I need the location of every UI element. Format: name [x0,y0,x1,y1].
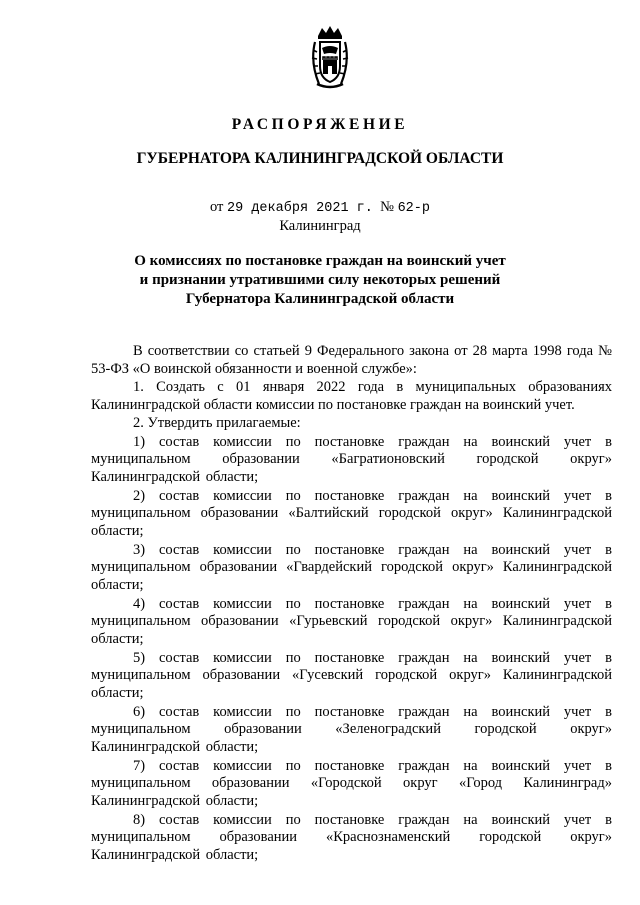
list-item: 5) состав комиссии по постановке граждан на воинский учет в муниципальном образовании «Гусевский городской округ» Калининградской области; [91,649,612,701]
list-item: 7) состав комиссии по постановке граждан на воинский учет в муниципальном образовании «Городской округ «Город Калининград» Калининградской области; [91,757,612,809]
point-1: 1. Создать с 01 января 2022 года в муниципальных образованиях Калининградской области комиссии по постановке граждан на воинский учет. [91,379,612,413]
list-item: 6) состав комиссии по постановке граждан на воинский учет в муниципальном образовании «Зеленоградский городской округ» Калининградской области; [91,703,612,755]
list-item: 1) состав комиссии по постановке граждан на воинский учет в муниципальном образовании «Багратионовский городской округ» Калининградской области; [91,433,612,485]
list-item: 3) состав комиссии по постановке граждан на воинский учет в муниципальном образовании «Гвардейский городской округ» Калининградской области; [91,541,612,593]
title-line-1: О комиссиях по постановке граждан на воинский учет [134,253,506,269]
title-line-3: Губернатора Калининградской области [185,291,455,307]
date-prefix: от [210,199,224,215]
title-line-2: и признании утратившими силу некоторых решений [139,272,501,288]
number-sign: № [380,199,394,215]
issuing-authority: ГУБЕРНАТОРА КАЛИНИНГРАДСКОЙ ОБЛАСТИ [136,150,504,167]
list-item: 8) состав комиссии по постановке граждан на воинский учет в муниципальном образовании «Краснознаменский городской округ» Калининградской области; [91,811,612,863]
document-date: 29 декабря 2021 г. [227,201,373,216]
document-body [91,343,612,866]
list-item: 4) состав комиссии по постановке граждан на воинский учет в муниципальном образовании «Гурьевский городской округ» Калининградской области; [91,595,612,647]
date-line [0,199,640,216]
list-item: 2) состав комиссии по постановке граждан на воинский учет в муниципальном образовании «Балтийский городской округ» Калининградской области; [91,487,612,539]
point-2: 2. Утвердить прилагаемые: [133,415,301,431]
intro-paragraph: В соответствии со статьей 9 Федерального закона от 28 марта 1998 года № 53-ФЗ «О воинской обязанности и военной службе»: [91,343,612,377]
city: Калининград [279,218,361,234]
document-title [0,252,640,309]
document-number: 62-р [397,201,430,216]
coat-of-arms-icon [309,24,351,92]
document-type-heading: РАСПОРЯЖЕНИЕ [231,116,409,133]
